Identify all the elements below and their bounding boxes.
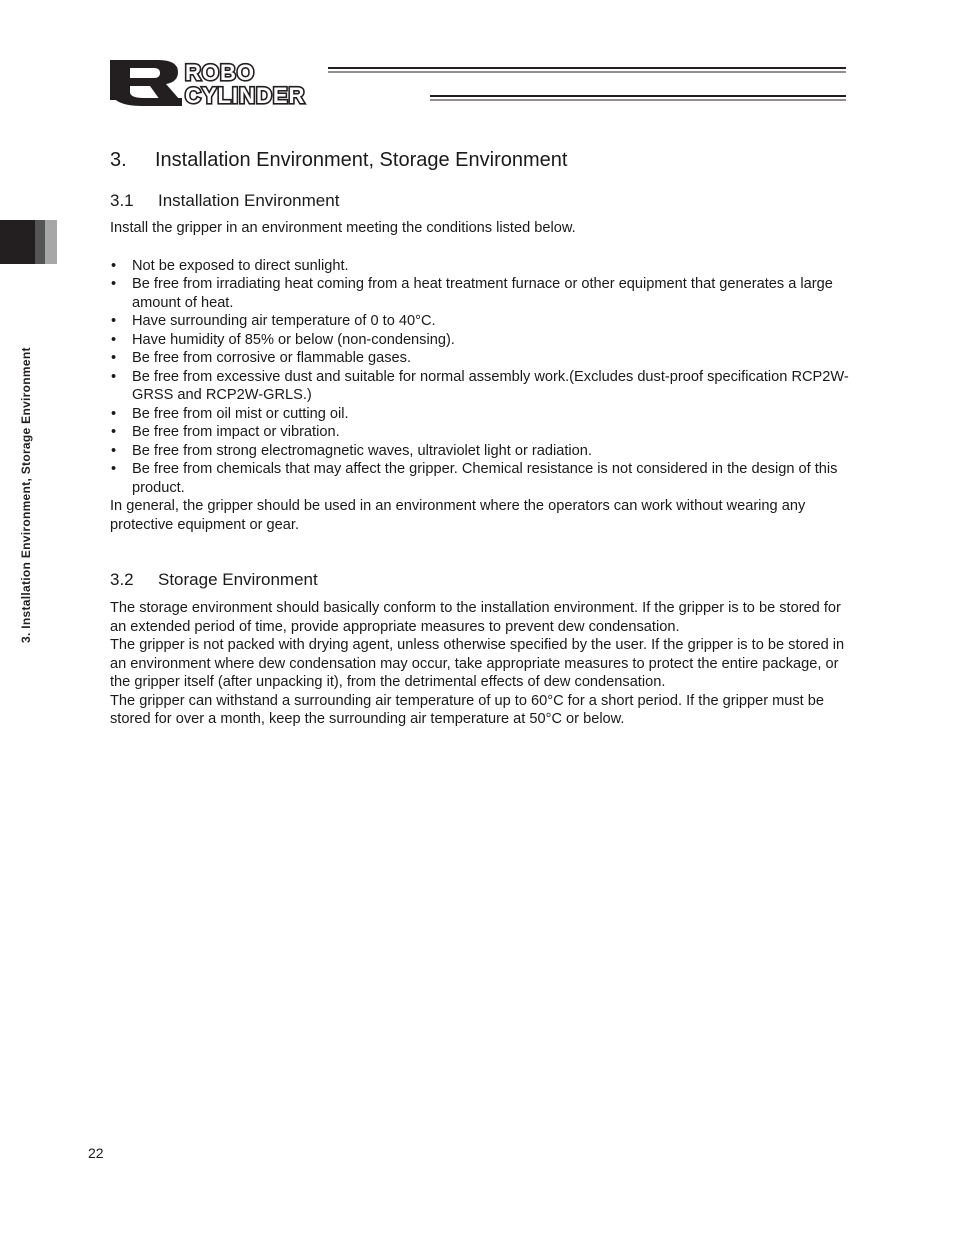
- list-item: • Have humidity of 85% or below (non-condensing).: [110, 331, 850, 350]
- page-content: [110, 146, 850, 729]
- list-item: • Be free from strong electromagnetic waves, ultraviolet light or radiation.: [110, 442, 850, 461]
- installation-outro: In general, the gripper should be used in an environment where the operators can work without wearing any protective equipment or gear.: [110, 498, 806, 533]
- subsection-heading-installation: [110, 189, 850, 213]
- chapter-tab-marker: [0, 220, 57, 264]
- storage-paragraph: The storage environment should basically conform to the installation environment. If the gripper is to be stored for an extended period of time, provide appropriate measures to prevent dew condensation.: [110, 600, 841, 635]
- list-item: • Be free from impact or vibration.: [110, 423, 850, 442]
- robo-cylinder-logo: [108, 58, 848, 108]
- installation-intro: Install the gripper in an environment meeting the conditions listed below.: [110, 220, 576, 236]
- page-number: 22: [88, 1145, 104, 1161]
- storage-paragraph: The gripper is not packed with drying agent, unless otherwise specified by the user. If the gripper is to be stored in an environment where dew condensation may occur, take appropriate measures to protect the entire package, or the gripper itself (after unpacking it), from the detrimental effects of dew condensation.: [110, 637, 845, 690]
- section-number: 3.: [110, 149, 127, 171]
- rc-logo-mark-icon: [110, 60, 182, 106]
- header-rule-lines: [328, 67, 846, 101]
- chapter-side-label: 3. Installation Environment, Storage Environment: [19, 347, 33, 643]
- section-heading: [110, 146, 850, 174]
- subsection-title: Installation Environment: [158, 191, 340, 210]
- list-item: • Be free from chemicals that may affect the gripper. Chemical resistance is not considered in the design of this product.: [110, 460, 850, 497]
- section-title: Installation Environment, Storage Environment: [155, 149, 568, 171]
- list-item: • Be free from irradiating heat coming from a heat treatment furnace or other equipment that generates a large amount of heat.: [110, 275, 850, 312]
- subsection-title: Storage Environment: [158, 570, 318, 589]
- installation-conditions-list: [110, 257, 850, 498]
- storage-text: [110, 599, 850, 729]
- subsection-number: 3.2: [110, 570, 134, 589]
- storage-paragraph: The gripper can withstand a surrounding air temperature of up to 60°C for a short period. If the gripper must be stored for over a month, keep the surrounding air temperature at 50°C or below.: [110, 692, 825, 727]
- list-item: • Be free from oil mist or cutting oil.: [110, 405, 850, 424]
- list-item: • Have surrounding air temperature of 0 to 40°C.: [110, 312, 850, 331]
- subsection-heading-storage: [110, 568, 850, 592]
- list-item: • Be free from excessive dust and suitable for normal assembly work.(Excludes dust-proof specification RCP2W-GRSS and RCP2W-GRLS.): [110, 368, 850, 405]
- logo-text-cylinder: CYLINDER: [185, 83, 306, 108]
- list-item: • Not be exposed to direct sunlight.: [110, 257, 850, 276]
- subsection-number: 3.1: [110, 191, 134, 210]
- logo-text-robo: ROBO: [185, 60, 255, 85]
- list-item: • Be free from corrosive or flammable gases.: [110, 349, 850, 368]
